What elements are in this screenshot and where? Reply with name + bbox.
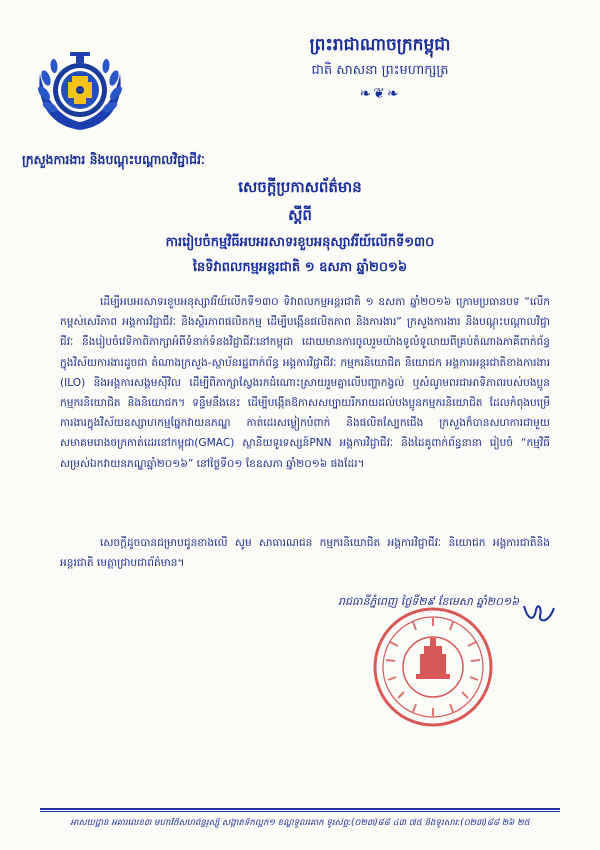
announcement-title [100, 178, 500, 278]
kingdom-title: ព្រះរាជាណាចក្រកម្ពុជា [309, 35, 451, 55]
footer-divider [40, 808, 560, 810]
body-paragraph-1: ដើម្បីអបអរសាទរខួបអនុស្សាវរីយ៍លើកទី១៣០ ទិវាពលកម្មអន្តរជាតិ ១ ឧសភា ឆ្នាំ២០១៦ ក្រោមប្រធានបទ “លើកកម្ពស់សេរីភាព អង្គការវិជ្ជាជីវៈ និងស្ថិរភាពផលិតកម្ម ដើម្បីបង្កើនផលិតភាព និងការងារ” ក្រសួងការងារ និងបណ្តុះបណ្តាលវិជ្ជាជីវៈ នឹងរៀបចំវេទិកាពិភាក្សាអំពីទំនាក់ទំនងវិជ្ជាជីវៈនៅកម្ពុជា ដោយមានការចូលរួមយ៉ាងទូលំទូលាយពីគ្រប់តំណាងភាគីពាក់ព័ន្ធក្នុងវិស័យការងារដូចជា តំណាងក្រសួង-ស្ថាប័នរដ្ឋពាក់ព័ន្ធ អង្គការវិជ្ជាជីវៈ កម្មករនិយោជិត និយោជក អង្គការអន្តរជាតិខាងការងារ (ILO) និងអង្គការសង្គមស៊ីវិល ដើម្បីពិភាក្សាស្វែងរកដំណោះស្រាយរួមគ្នាលើបញ្ហាកង្វល់ ឬសំណូមពរជាអាទិភាពរបស់បងប្អូនកម្មករនិយោជិត និងនិយោជក។ ទន្ទឹមនឹងនេះ ដើម្បីបង្កើតឱកាសសប្បាយរីករាយដល់បងប្អូនកម្មករនិយោជិត ដែលកំពុងបម្រើការងារក្នុងវិស័យឧស្សាហកម្មផ្នែកវាយនភណ្ឌ កាត់ដេរសម្លៀកបំពាក់ និងផលិតស្បែកជើង ក្រសួងក៏បានសហការជាមួយសមាគមរោងចក្រកាត់ដេរនៅកម្ពុជា(GMAC) ស្ថានីយទូរទស្សន៍PNN អង្គការវិជ្ជាជីវៈ និងដៃគូពាក់ព័ន្ធនានា រៀបចំ “កម្មវិធីសម្រស់ឯកវាយនភណ្ឌឆ្នាំ២០១៦” នៅថ្ងៃទី០១ ខែឧសភា ឆ្នាំ២០១៦ ផងដែរ។ [60, 296, 550, 470]
title-line-3: ការរៀបចំកម្មវិធីអបអរសាទរខួបអនុស្សាវរីយ៍លើកទី១៣០ [165, 235, 435, 250]
footer-divider-thin [40, 811, 560, 812]
header-ornament: ❧❦❧ [359, 86, 401, 102]
national-motto: ជាតិ សាសនា ព្រះមហាក្សត្រ [311, 63, 449, 78]
place-and-date: រាជធានីភ្នំពេញ ថ្ងៃទី២៩ ខែមេសា ឆ្នាំ២០១៦ [338, 595, 520, 608]
ministry-name: ក្រសួងការងារ និងបណ្តុះបណ្តាលវិជ្ជាជីវៈ [22, 152, 205, 167]
body-paragraph-2: សេចក្តីដូចបានជម្រាបជូនខាងលើ សូម សាធារណជន កម្មករនិយោជិត អង្គការវិជ្ជាជីវៈ និយោជក អង្គការជាតិនិងអន្តរជាតិ មេត្តាជ្រាបជាព័ត៌មាន។ [60, 537, 550, 570]
title-line-2: ស្តីពី [288, 206, 312, 224]
ministry-logo [30, 38, 130, 138]
title-line-4: នៃទិវាពលកម្មអន្តរជាតិ ១ ឧសភា ឆ្នាំ២០១៦ [192, 260, 408, 275]
official-seal-stamp [368, 602, 498, 732]
signature [520, 598, 560, 628]
footer-address: អាសយដ្ឋាន អគារលេខ៣ មហាវិថីសហព័ន្ធរុស្ស៊ី សង្កាត់ទឹកល្អក់១ ខណ្ឌទួលគោក ទូរស័ព្ទ:(០២៣)៨៨ ៤៣ ៧៥ និងទូរសារ:(០២៣)៨៨ ២៦ ២៥ [70, 818, 530, 828]
title-line-1: សេចក្តីប្រកាសព័ត៌មាន [238, 178, 362, 196]
